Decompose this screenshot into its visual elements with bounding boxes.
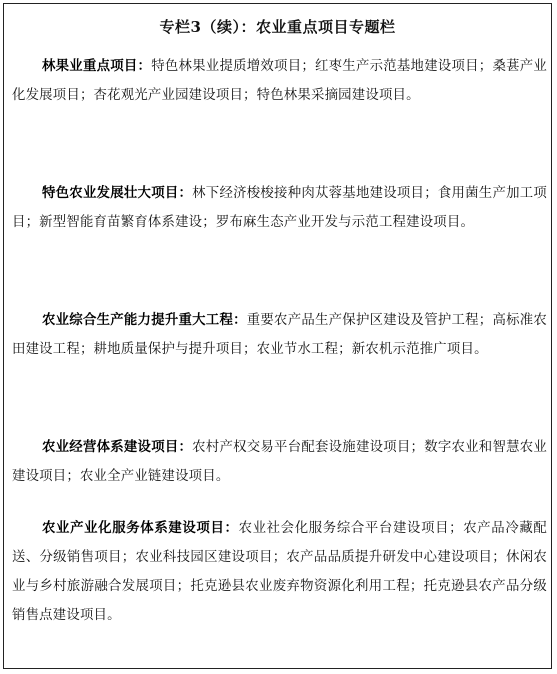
section-specialty-agriculture [12,179,547,237]
section-forest-fruit [12,52,547,110]
section-body: 重要农产品生产保护区建设及管护工程；高标准农田建设工程；耕地质量保护与提升项目；农业节水工程；新农机示范推广项目。 [12,313,547,357]
section-heading: 农业产业化服务体系建设项目： [42,520,239,536]
project-column-box [3,3,552,669]
section-heading: 特色农业发展壮大项目： [42,185,193,201]
section-body: 特色林果业提质增效项目；红枣生产示范基地建设项目；桑葚产业化发展项目；杏花观光产业园建设项目；特色林果采摘园建设项目。 [12,59,547,103]
column-title: 专栏3（续）：农业重点项目专题栏 [159,18,396,36]
section-heading: 林果业重点项目： [42,58,152,74]
section-heading: 农业综合生产能力提升重大工程： [42,312,247,328]
section-operation-system [12,433,547,491]
section-body: 农业社会化服务综合平台建设项目；农产品冷藏配送、分级销售项目；农业科技园区建设项目；农产品品质提升研发中心建设项目；休闲农业与乡村旅游融合发展项目；托克逊县农业废弃物资源化利用工程；托克逊县农产品分级销售点建设项目。 [12,521,547,623]
section-industrialization-services [12,514,547,630]
section-body: 农村产权交易平台配套设施建设项目；数字农业和智慧农业建设项目；农业全产业链建设项目。 [12,440,547,484]
section-production-capacity [12,306,547,364]
section-heading: 农业经营体系建设项目： [42,439,193,455]
section-body: 林下经济梭梭接种肉苁蓉基地建设项目；食用菌生产加工项目；新型智能育苗繁育体系建设；罗布麻生态产业开发与示范工程建设项目。 [12,186,547,230]
